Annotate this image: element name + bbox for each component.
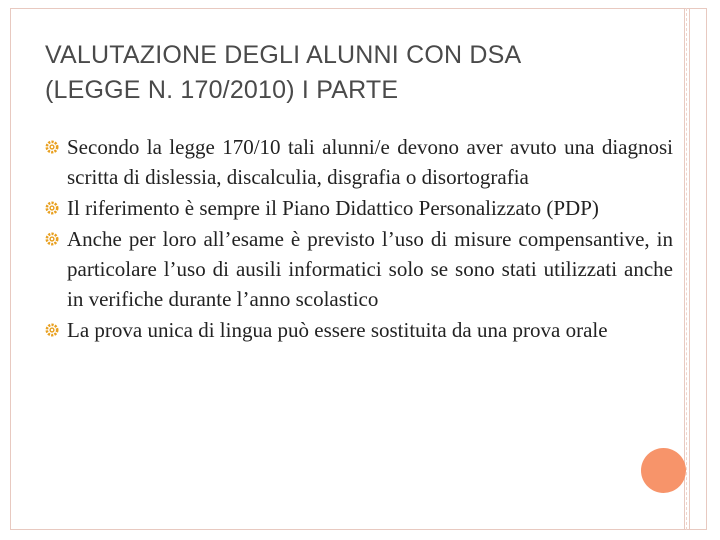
bullet-list [45,132,673,346]
decorative-orange-circle [641,448,686,493]
gear-bullet-icon [45,232,59,246]
title-line: (LEGGE N. 170/2010) I PARTE [45,76,399,104]
title-line: VALUTAZIONE DEGLI ALUNNI CON DSA [45,41,522,69]
bullet-text: La prova unica di lingua può essere sostituita da una prova orale [67,318,608,342]
bullet-item [45,315,673,345]
gear-bullet-icon [45,323,59,337]
bullet-text: Il riferimento è sempre il Piano Didattico Personalizzato (PDP) [67,196,599,220]
slide-title [45,38,685,108]
bullet-text: Secondo la legge 170/10 tali alunni/e devono aver avuto una diagnosi scritta di dislessia, discalculia, disgrafia o disortografia [67,135,673,189]
bullet-item [45,132,673,192]
bullet-item [45,224,673,314]
bullet-item [45,193,673,223]
gear-bullet-icon [45,201,59,215]
bullet-text: Anche per loro all’esame è previsto l’uso di misure compensantive, in particolare l’uso di ausili informatici solo se sono stati utilizzati anche in verifiche durante l’anno scolastico [67,227,673,311]
gear-bullet-icon [45,140,59,154]
